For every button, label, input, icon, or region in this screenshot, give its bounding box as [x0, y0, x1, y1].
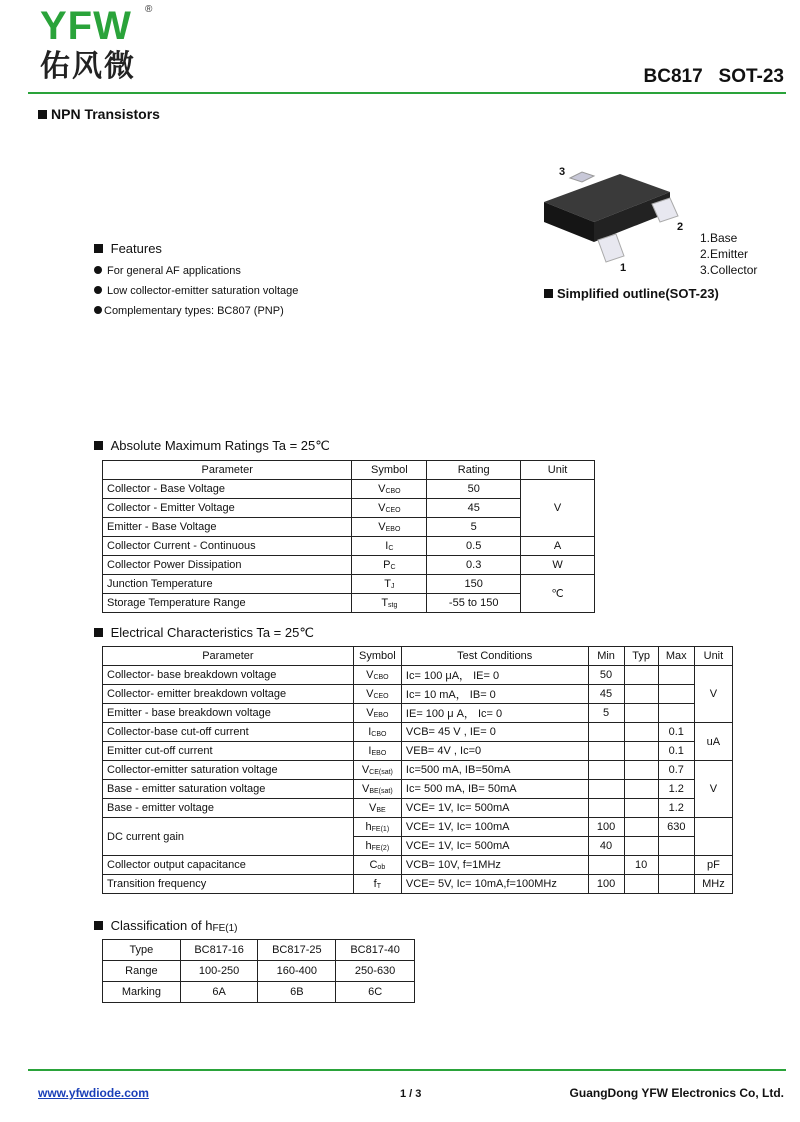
- outline-caption: [544, 286, 719, 301]
- row-label: Range: [103, 961, 181, 982]
- col-header: Parameter: [103, 461, 352, 480]
- typ-cell: 10: [624, 856, 658, 875]
- website-link[interactable]: www.yfwdiode.com: [38, 1086, 149, 1100]
- row-label: Marking: [103, 982, 181, 1003]
- max-cell: 1.2: [658, 780, 694, 799]
- symbol-cell: $C_{ob}$: [353, 856, 401, 875]
- symbol-cell: $f_T$: [353, 875, 401, 894]
- typ-cell: [624, 837, 658, 856]
- page-number: 1 / 3: [400, 1088, 422, 1100]
- header-rule: [28, 92, 786, 94]
- range-cell: 160-400: [258, 961, 336, 982]
- param-cell: Emitter - base breakdown voltage: [103, 704, 354, 723]
- classification-title: [94, 918, 238, 934]
- symbol-cell: $V_{EBO}$: [353, 704, 401, 723]
- part-number: BC817: [643, 66, 703, 87]
- sot23-package-illustration: [530, 160, 700, 275]
- typ-cell: [624, 666, 658, 685]
- symbol-cell: $I_{EBO}$: [353, 742, 401, 761]
- param-cell: Collector Current - Continuous: [103, 537, 352, 556]
- condition-cell: VCB= 45 V , IE= 0: [401, 723, 588, 742]
- rating-cell: 5: [427, 518, 521, 537]
- param-cell: Collector Power Dissipation: [103, 556, 352, 575]
- param-cell: Collector - Base Voltage: [103, 480, 352, 499]
- symbol-cell: $T_J$: [352, 575, 427, 594]
- range-cell: 100-250: [180, 961, 258, 982]
- elec-char-table: [102, 646, 733, 894]
- col-header: BC817-16: [180, 940, 258, 961]
- feature-item: Low collector-emitter saturation voltage: [94, 281, 298, 301]
- symbol-cell: $P_C$: [352, 556, 427, 575]
- max-cell: 0.7: [658, 761, 694, 780]
- condition-cell: VCB= 10V, f=1MHz: [401, 856, 588, 875]
- features-title: [94, 241, 162, 256]
- table-row: [103, 742, 733, 761]
- min-cell: [588, 723, 624, 742]
- unit-cell: A: [521, 537, 595, 556]
- condition-cell: VCE= 1V, Ic= 500mA: [401, 837, 588, 856]
- table-header-row: [103, 461, 595, 480]
- table-row: [103, 818, 733, 837]
- table-row: [103, 537, 595, 556]
- rating-cell: 45: [427, 499, 521, 518]
- table-row: [103, 723, 733, 742]
- condition-cell: VCE= 1V, Ic= 100mA: [401, 818, 588, 837]
- symbol-cell: $h_{FE(1)}$: [353, 818, 401, 837]
- min-cell: [588, 742, 624, 761]
- symbol-cell: $V_{BE}$: [353, 799, 401, 818]
- param-cell: DC current gain: [103, 818, 354, 856]
- marking-cell: 6C: [336, 982, 415, 1003]
- min-cell: 45: [588, 685, 624, 704]
- unit-cell: V: [694, 666, 732, 723]
- table-row: [103, 666, 733, 685]
- range-cell: 250-630: [336, 961, 415, 982]
- col-header: Unit: [521, 461, 595, 480]
- max-cell: [658, 704, 694, 723]
- dot-bullet-icon: [94, 266, 102, 274]
- pin-legend-collector: 3.Collector: [700, 263, 758, 277]
- max-cell: [658, 875, 694, 894]
- marking-cell: 6B: [258, 982, 336, 1003]
- rating-cell: 50: [427, 480, 521, 499]
- col-header: Parameter: [103, 647, 354, 666]
- table-row: [103, 685, 733, 704]
- package-name: SOT-23: [718, 66, 784, 87]
- table-row: [103, 799, 733, 818]
- col-header: Unit: [694, 647, 732, 666]
- param-cell: Collector-emitter saturation voltage: [103, 761, 354, 780]
- min-cell: 40: [588, 837, 624, 856]
- features-title-text: Features: [110, 241, 162, 256]
- param-cell: Storage Temperature Range: [103, 594, 352, 613]
- max-cell: 1.2: [658, 799, 694, 818]
- min-cell: 50: [588, 666, 624, 685]
- part-header: [644, 66, 784, 88]
- table-row: [103, 556, 595, 575]
- unit-cell: uA: [694, 723, 732, 761]
- product-type-label: NPN Transistors: [51, 106, 160, 122]
- symbol-cell: $T_{stg}$: [352, 594, 427, 613]
- logo-letters: YFW: [40, 4, 132, 48]
- table-row: [103, 982, 415, 1003]
- symbol-cell: $V_{CBO}$: [352, 480, 427, 499]
- typ-cell: [624, 818, 658, 837]
- param-cell: Emitter cut-off current: [103, 742, 354, 761]
- max-cell: [658, 837, 694, 856]
- table-row: [103, 961, 415, 982]
- typ-cell: [624, 723, 658, 742]
- table-row: [103, 875, 733, 894]
- symbol-cell: $V_{EBO}$: [352, 518, 427, 537]
- pin-1-shape: [598, 234, 624, 262]
- symbol-cell: $I_C$: [352, 537, 427, 556]
- col-header: Min: [588, 647, 624, 666]
- symbol-cell: $V_{BE(sat)}$: [353, 780, 401, 799]
- unit-cell: MHz: [694, 875, 732, 894]
- typ-cell: [624, 875, 658, 894]
- condition-cell: Ic= 500 mA, IB= 50mA: [401, 780, 588, 799]
- abs-max-table: [102, 460, 595, 613]
- max-cell: 630: [658, 818, 694, 837]
- classification-title-text: Classification of h: [110, 918, 213, 933]
- param-cell: Collector - Emitter Voltage: [103, 499, 352, 518]
- square-bullet-icon: [544, 289, 553, 298]
- classification-title-sub: FE(1): [212, 923, 238, 934]
- unit-cell: W: [521, 556, 595, 575]
- footer-rule: [28, 1069, 786, 1071]
- rating-cell: 0.3: [427, 556, 521, 575]
- typ-cell: [624, 742, 658, 761]
- table-row: [103, 480, 595, 499]
- table-header-row: [103, 940, 415, 961]
- product-type: [38, 106, 160, 122]
- param-cell: Base - emitter voltage: [103, 799, 354, 818]
- max-cell: [658, 685, 694, 704]
- param-cell: Collector-base cut-off current: [103, 723, 354, 742]
- elec-title: [94, 625, 314, 641]
- param-cell: Base - emitter saturation voltage: [103, 780, 354, 799]
- pin-3-shape: [570, 172, 594, 182]
- logo-chinese-name: 佑风微: [40, 49, 136, 84]
- condition-cell: Ic= 100 μA， IE= 0: [401, 666, 588, 685]
- square-bullet-icon: [94, 441, 103, 450]
- param-cell: Collector- emitter breakdown voltage: [103, 685, 354, 704]
- typ-cell: [624, 780, 658, 799]
- symbol-cell: $V_{CEO}$: [352, 499, 427, 518]
- max-cell: [658, 856, 694, 875]
- min-cell: [588, 856, 624, 875]
- col-header: Symbol: [353, 647, 401, 666]
- param-cell: Transition frequency: [103, 875, 354, 894]
- col-header: Symbol: [352, 461, 427, 480]
- min-cell: [588, 799, 624, 818]
- typ-cell: [624, 761, 658, 780]
- pin-legend: [700, 230, 757, 278]
- max-cell: [658, 666, 694, 685]
- typ-cell: [624, 799, 658, 818]
- unit-cell: V: [521, 480, 595, 537]
- condition-cell: IE= 100 μ A， Ic= 0: [401, 704, 588, 723]
- typ-cell: [624, 704, 658, 723]
- registered-mark: ®: [145, 4, 153, 15]
- feature-item: Complementary types: BC807 (PNP): [94, 301, 298, 321]
- pin-label-1: 1: [620, 262, 627, 274]
- col-header: BC817-40: [336, 940, 415, 961]
- abs-max-title: [94, 438, 330, 454]
- pin-legend-base: 1.Base: [700, 231, 738, 245]
- max-cell: 0.1: [658, 723, 694, 742]
- max-cell: 0.1: [658, 742, 694, 761]
- unit-cell: ℃: [521, 575, 595, 613]
- pin-label-2: 2: [677, 221, 684, 233]
- pin-legend-emitter: 2.Emitter: [700, 247, 749, 261]
- param-cell: Collector- base breakdown voltage: [103, 666, 354, 685]
- square-bullet-icon: [94, 921, 103, 930]
- symbol-cell: $V_{CE(sat)}$: [353, 761, 401, 780]
- company-name: GuangDong YFW Electronics Co, Ltd.: [569, 1086, 784, 1100]
- square-bullet-icon: [38, 110, 47, 119]
- min-cell: 5: [588, 704, 624, 723]
- pin-label-3: 3: [559, 166, 566, 178]
- square-bullet-icon: [94, 244, 103, 253]
- min-cell: [588, 761, 624, 780]
- outline-caption-text: Simplified outline(SOT-23): [557, 286, 719, 301]
- symbol-cell: $V_{CEO}$: [353, 685, 401, 704]
- condition-cell: VEB= 4V , Ic=0: [401, 742, 588, 761]
- classification-table: [102, 939, 415, 1003]
- col-header: Typ: [624, 647, 658, 666]
- col-header: Max: [658, 647, 694, 666]
- abs-max-title-text: Absolute Maximum Ratings Ta = 25℃: [110, 438, 330, 453]
- dot-bullet-icon: [94, 306, 102, 314]
- min-cell: [588, 780, 624, 799]
- condition-cell: VCE= 5V, Ic= 10mA,f=100MHz: [401, 875, 588, 894]
- rating-cell: -55 to 150: [427, 594, 521, 613]
- col-header: Rating: [427, 461, 521, 480]
- symbol-cell: $I_{CBO}$: [353, 723, 401, 742]
- table-row: [103, 780, 733, 799]
- table-row: [103, 856, 733, 875]
- min-cell: 100: [588, 818, 624, 837]
- elec-title-text: Electrical Characteristics Ta = 25℃: [110, 625, 314, 640]
- symbol-cell: $h_{FE(2)}$: [353, 837, 401, 856]
- condition-cell: VCE= 1V, Ic= 500mA: [401, 799, 588, 818]
- typ-cell: [624, 685, 658, 704]
- dot-bullet-icon: [94, 286, 102, 294]
- param-cell: Collector output capacitance: [103, 856, 354, 875]
- unit-cell: V: [694, 761, 732, 818]
- min-cell: 100: [588, 875, 624, 894]
- param-cell: Emitter - Base Voltage: [103, 518, 352, 537]
- unit-cell: [694, 818, 732, 856]
- table-header-row: [103, 647, 733, 666]
- table-row: [103, 575, 595, 594]
- rating-cell: 150: [427, 575, 521, 594]
- col-header: BC817-25: [258, 940, 336, 961]
- col-header: Type: [103, 940, 181, 961]
- col-header: Test Conditions: [401, 647, 588, 666]
- marking-cell: 6A: [180, 982, 258, 1003]
- param-cell: Junction Temperature: [103, 575, 352, 594]
- square-bullet-icon: [94, 628, 103, 637]
- table-row: [103, 704, 733, 723]
- rating-cell: 0.5: [427, 537, 521, 556]
- condition-cell: Ic= 10 mA， IB= 0: [401, 685, 588, 704]
- condition-cell: Ic=500 mA, IB=50mA: [401, 761, 588, 780]
- unit-cell: pF: [694, 856, 732, 875]
- symbol-cell: $V_{CBO}$: [353, 666, 401, 685]
- table-row: [103, 761, 733, 780]
- features-list: [94, 261, 298, 321]
- feature-item: For general AF applications: [94, 261, 298, 281]
